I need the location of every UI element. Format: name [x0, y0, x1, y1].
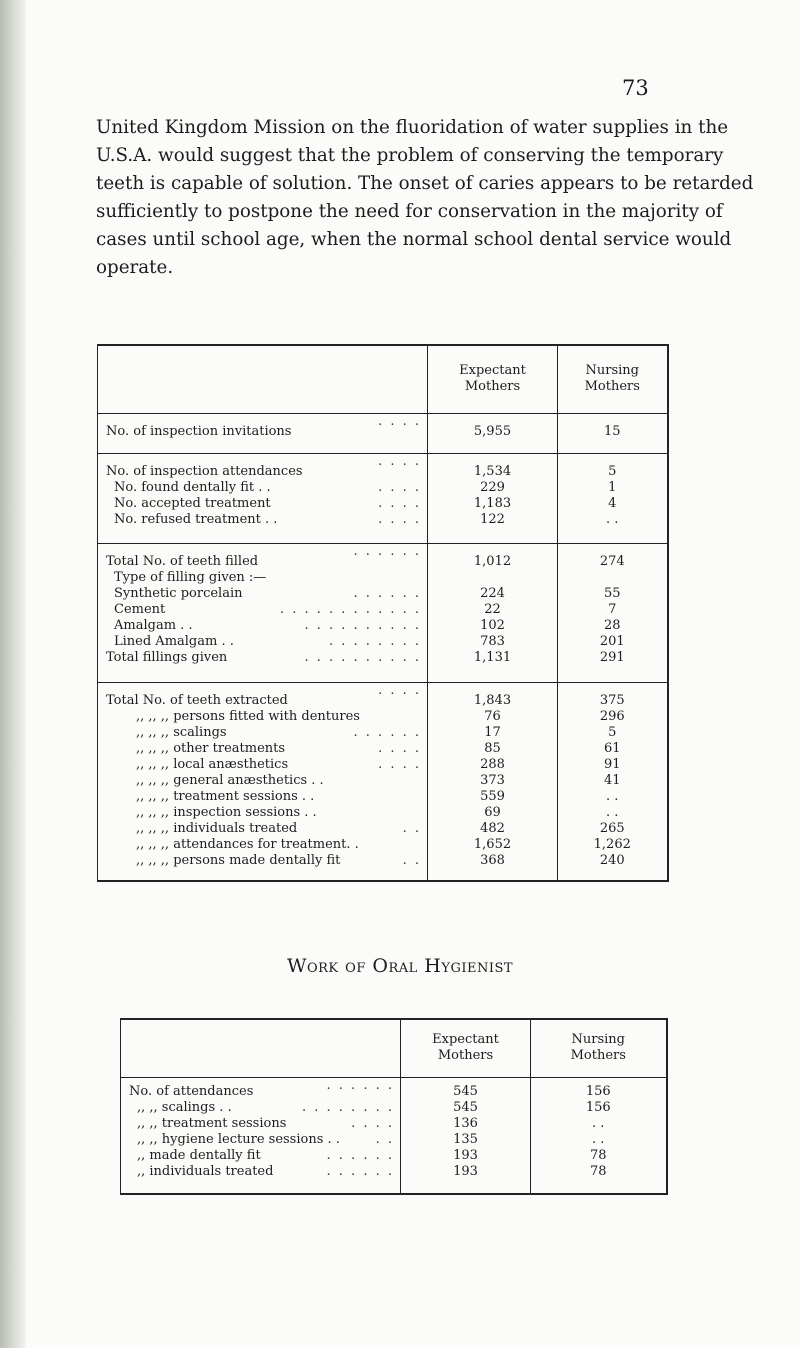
table-row-label: Type of filling given :— [98, 570, 428, 586]
table-row-label: ,, ,, ,, scalings . . . . . . [98, 725, 428, 741]
table-cell-nursing: 291 [599, 650, 625, 665]
oral-hygienist-table [120, 1018, 668, 1195]
table-cell-expectant: 482 [428, 821, 558, 837]
table-row-label: ,, ,, ,, persons made dentally fit . . [98, 853, 428, 881]
table-cell-nursing: 61 [603, 740, 621, 756]
table-cell-nursing: 7 [608, 602, 617, 617]
table-row-label: Amalgam . . . . . . . . . . . . [98, 618, 428, 634]
intro-paragraph [96, 114, 754, 282]
header-blank-cell [98, 345, 428, 413]
table-cell-nursing: . . [606, 511, 619, 527]
table-cell-nursing: 15 [558, 413, 668, 453]
table-cell-nursing: 274 [558, 544, 668, 571]
table-row-label: Total No. of teeth extracted . . . . [98, 682, 428, 709]
table-cell-expectant: 5,955 [428, 413, 558, 453]
table-cell-expectant: 783 [428, 634, 558, 650]
table-cell-expectant: 368 [428, 853, 558, 881]
table-cell-nursing: 201 [599, 634, 625, 649]
table-row-label: ,, ,, ,, individuals treated . . [98, 821, 428, 837]
table-cell-nursing: 28 [603, 618, 621, 633]
table-cell-expectant: 224 [428, 586, 558, 602]
header-blank-cell [121, 1019, 401, 1077]
table-row-label: ,, ,, treatment sessions . . . . [121, 1116, 401, 1132]
section-heading: Work of Oral Hygienist [286, 955, 514, 977]
table-cell-nursing: 41 [603, 772, 621, 788]
table-cell-expectant: 22 [428, 602, 558, 618]
table-row-label: ,, ,, ,, inspection sessions . . [98, 805, 428, 821]
table-cell-nursing: 156 [531, 1077, 667, 1100]
intro-line: cases until school age, when the normal school dental service would [96, 229, 732, 250]
table-row-label: Synthetic porcelain . . . . . . [98, 586, 428, 602]
table-row-label: ,, ,, hygiene lecture sessions . . . . [121, 1132, 401, 1148]
table-cell-expectant: 193 [401, 1148, 531, 1164]
table-cell-expectant: 545 [401, 1100, 531, 1116]
header-expectant-mothers: Expectant Mothers [401, 1019, 531, 1077]
table-row-label: ,, ,, ,, other treatments . . . . [98, 741, 428, 757]
header-nursing-mothers: Nursing Mothers [584, 363, 640, 395]
table-row-label: No. of inspection attendances . . . . [98, 453, 428, 480]
table-cell-nursing: 240 [599, 852, 625, 868]
table-cell-nursing: 5 [558, 453, 668, 480]
table-row-label: ,, ,, ,, local anæsthetics . . . . [98, 757, 428, 773]
table-cell-expectant: 1,843 [428, 682, 558, 709]
table-cell-expectant: 85 [428, 741, 558, 757]
table-cell-nursing: 91 [603, 756, 621, 772]
table-cell-expectant: 136 [401, 1116, 531, 1132]
table-cell-nursing: 375 [558, 682, 668, 709]
table-cell-nursing: . . [606, 804, 619, 820]
table-cell-expectant: 559 [428, 789, 558, 805]
intro-line: U.S.A. would suggest that the problem of conserving the temporary [96, 145, 724, 166]
table-cell-expectant: 545 [401, 1077, 531, 1100]
table-cell-nursing: . . [606, 788, 619, 804]
intro-line: teeth is capable of solution. The onset of caries appears to be retarded [96, 173, 754, 194]
table-row-label: No. of inspection invitations . . . . [98, 413, 428, 453]
page-spine-shadow [0, 0, 26, 1348]
table-cell-nursing: 78 [589, 1163, 607, 1179]
table-row-label: Total No. of teeth filled . . . . . . [98, 544, 428, 571]
table-cell-expectant: 1,131 [428, 650, 558, 682]
table-row-label: ,, made dentally fit . . . . . . [121, 1148, 401, 1164]
table-row-label: Cement . . . . . . . . . . . . [98, 602, 428, 618]
intro-line: sufficiently to postpone the need for conservation in the majority of [96, 201, 723, 222]
table-cell-expectant: 193 [401, 1164, 531, 1194]
table-cell-nursing: 78 [589, 1147, 607, 1163]
table-cell-expectant: 229 [428, 480, 558, 496]
table-cell-expectant: 288 [428, 757, 558, 773]
table-cell-expectant: 1,652 [428, 837, 558, 853]
table-cell-expectant: 122 [428, 512, 558, 544]
table-cell-nursing: 1 [608, 479, 617, 495]
table-cell-expectant: 135 [401, 1132, 531, 1148]
table-row-label: ,, ,, scalings . . . . . . . . . . [121, 1100, 401, 1116]
table-cell-nursing: 55 [603, 586, 621, 601]
table-cell-expectant: 373 [428, 773, 558, 789]
table-row-label: ,, ,, ,, persons fitted with dentures [98, 709, 428, 725]
table-cell-expectant: 1,183 [428, 496, 558, 512]
table-row-label: ,, ,, ,, general anæsthetics . . [98, 773, 428, 789]
table-row-label: No. refused treatment . . . . . . [98, 512, 428, 544]
table-cell-nursing: 4 [608, 495, 617, 511]
table-cell-nursing: 156 [585, 1099, 611, 1115]
table-cell-expectant: 1,534 [428, 453, 558, 480]
table-row-label: Lined Amalgam . . . . . . . . . . [98, 634, 428, 650]
table-cell-expectant [428, 570, 558, 586]
table-cell-nursing: 5 [608, 724, 617, 740]
table-row-label: ,, ,, ,, attendances for treatment. . [98, 837, 428, 853]
table-row-label: No. found dentally fit . . . . . . [98, 480, 428, 496]
table-cell-expectant: 17 [428, 725, 558, 741]
table-cell-expectant: 76 [428, 709, 558, 725]
header-expectant-mothers: Expectant Mothers [428, 345, 558, 413]
dental-treatment-table [97, 344, 669, 882]
table-cell-nursing: 1,262 [593, 836, 631, 852]
table-row-label: No. of attendances . . . . . . [121, 1077, 401, 1100]
table-cell-nursing: 265 [599, 820, 625, 836]
table-cell-expectant: 102 [428, 618, 558, 634]
intro-line: United Kingdom Mission on the fluoridation of water supplies in the [96, 117, 729, 138]
table-cell-nursing [558, 570, 668, 586]
table-row-label: Total fillings given . . . . . . . . . . [98, 650, 428, 682]
header-nursing-mothers: Nursing Mothers [570, 1032, 626, 1064]
table-cell-nursing: . . [592, 1115, 605, 1131]
intro-line: operate. [96, 257, 174, 278]
table-row-label: No. accepted treatment . . . . [98, 496, 428, 512]
table-row-label: ,, individuals treated . . . . . . [121, 1164, 401, 1194]
table-cell-nursing: . . [592, 1131, 605, 1147]
page-number: 73 [622, 76, 649, 100]
table-cell-nursing: 296 [599, 708, 625, 724]
table-cell-expectant: 1,012 [428, 544, 558, 571]
table-cell-expectant: 69 [428, 805, 558, 821]
table-row-label: ,, ,, ,, treatment sessions . . [98, 789, 428, 805]
